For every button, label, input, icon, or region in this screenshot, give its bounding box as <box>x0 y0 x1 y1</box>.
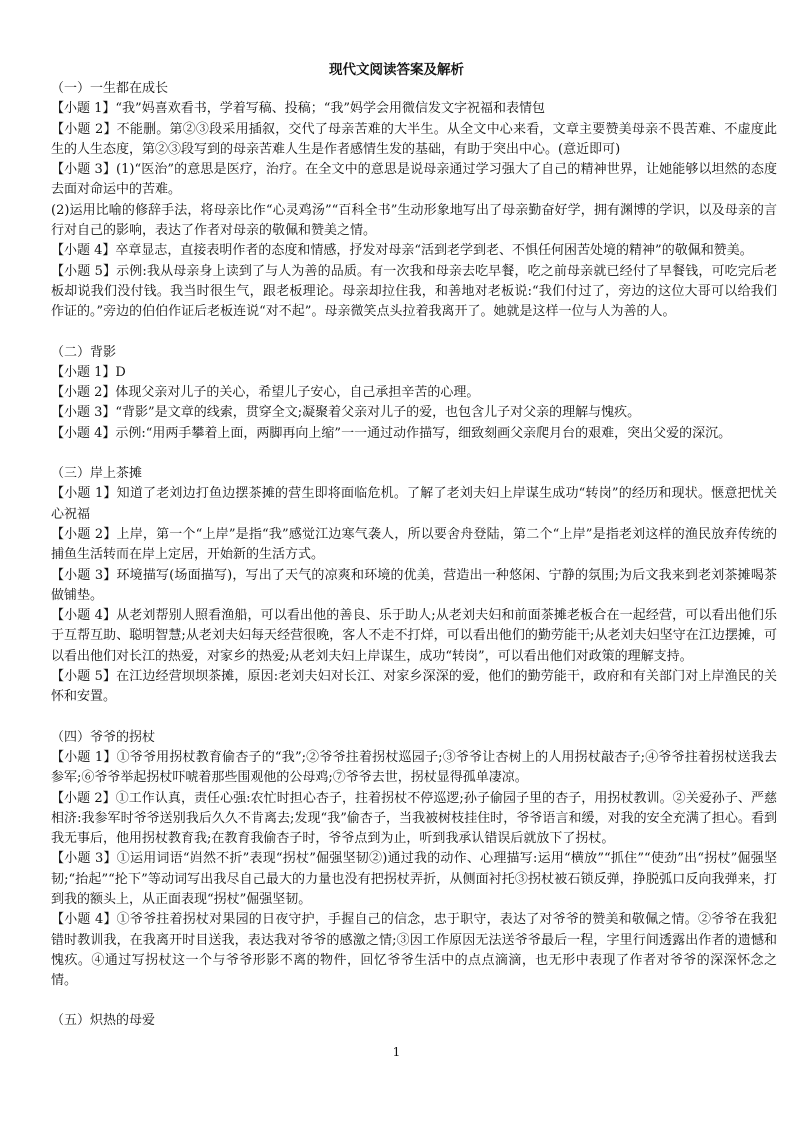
section-3 <box>51 464 777 708</box>
answer-item: 【小题 3】环境描写(场面描写)，写出了天气的凉爽和环境的优美，营造出一种悠闲、宁静的氛围;为后文我来到老刘茶摊喝茶做铺垫。 <box>51 567 777 603</box>
answer-item: 【小题 5】示例:我从母亲身上读到了与人为善的品质。有一次我和母亲去吃早餐，吃之前母亲就已经付了早餐钱，可吃完后老板却说我们没付钱。我当时很生气，跟老板理论。母亲却拉住我，和善地对老板说:“我们付过了，旁边的这位大哥可以给我们作证的。”旁边的伯伯作证后老板连说“对不起”。母亲微笑点头拉着我离开了。她就是这样一位与人为善的人。 <box>51 263 777 320</box>
section-heading: （一）一生都在成长 <box>51 81 169 96</box>
section-4 <box>51 728 777 992</box>
answer-item: 【小题 4】示例:“用两手攀着上面，两脚再向上缩”一一通过动作描写，细致刻画父亲爬月台的艰难，突出父爱的深沉。 <box>51 425 732 441</box>
answer-item: 【小题 1】知道了老刘边打鱼边摆茶摊的营生即将面临危机。了解了老刘夫妇上岸谋生成功“转岗”的经历和现状。惬意把忧关心祝福 <box>51 486 777 522</box>
page-number: 1 <box>392 1045 401 1059</box>
answer-item: 【小题 3】“背影”是文章的线索，贯穿全文;凝聚着父亲对儿子的爱，也包含儿子对父亲的理解与愧疚。 <box>51 405 641 421</box>
section-heading: （二）背影 <box>51 344 117 360</box>
answer-item: 【小题 4】①爷爷拄着拐杖对果园的日夜守护，手握自己的信念，忠于职守，表达了对爷爷的赞美和敬佩之情。②爷爷在我犯错时教训我，在我离开时目送我，表达我对爷爷的感激之情;③因工作原因无法送爷爷最后一程，字里行间透露出作者的遗憾和愧疚。④通过写拐杖这一个与爷爷形影不离的物件，回忆爷爷生活中的点点滴滴，也无形中表现了作者对爷爷的深深怀念之情。 <box>51 912 777 989</box>
answer-item: 【小题 2】体现父亲对儿子的关心，希望儿子安心，自己承担辛苦的心理。 <box>51 385 480 401</box>
document-body <box>51 79 777 1032</box>
section-2 <box>51 343 777 444</box>
answer-item: 【小题 2】不能删。第②③段采用插叙，交代了母亲苦难的大半生。从全文中心来看，文章主要赞美母亲不畏苦难、不虚度此生的人生态度，第②③段写到的母亲苦难人生是作者感情生发的基础，有助于突出中心。(意近即可) <box>51 121 777 157</box>
section-heading: （五）炽热的母爱 <box>51 1013 156 1029</box>
section-1 <box>51 79 777 323</box>
answer-item: 【小题 2】上岸，第一个“上岸”是指“我”感觉江边寒气袭人，所以要舍舟登陆，第二个“上岸”是指老刘这样的渔民放弃传统的捕鱼生活转而在岸上定居，开始新的生活方式。 <box>51 526 777 563</box>
answer-item: 【小题 1】“我”妈喜欢看书，学着写稿、投稿；“我”妈学会用微信发文字祝福和表情包 <box>51 101 545 117</box>
answer-item: (2)运用比喻的修辞手法，将母亲比作“心灵鸡汤”“百科全书”生动形象地写出了母亲勤奋好学，拥有渊博的学识，以及母亲的言行对自己的影响，表达了作者对母亲的敬佩和赞美之情。 <box>51 202 777 239</box>
answer-item: 【小题 5】在江边经营坝坝茶摊，原因:老刘夫妇对长江、对家乡深深的爱，他们的勤劳能干，政府和有关部门对上岸渔民的关怀和安置。 <box>51 669 777 705</box>
answer-item: 【小题 2】①工作认真，责任心强:农忙时担心杏子，拄着拐杖不停巡逻;孙子偷园子里的杏子，用拐杖教训。②关爱孙子、严慈相济:我参军时爷爷送别我后久久不肯离去;发现“我”偷杏子，当我被树枝挂住时，爷爷语言和缓，对我的安全充满了担心。看到我无事后，他用拐杖教育我;在教育我偷杏子时，爷爷点到为止，听到我承认错误后就放下了拐杖。 <box>51 790 777 847</box>
answer-item: 【小题 1】①爷爷用拐杖教育偷杏子的“我”;②爷爷拄着拐杖巡园子;③爷爷让杏树上的人用拐杖敲杏子;④爷爷拄着拐杖送我去参军;⑥爷爷举起拐杖吓唬着那些围观他的公母鸡;⑦爷爷去世，拐杖显得孤单凄凉。 <box>51 749 777 786</box>
answer-item: 【小题 4】卒章显志，直接表明作者的态度和情感，抒发对母亲“活到老学到老、不惧任何困苦处境的精神”的敬佩和赞美。 <box>51 243 753 259</box>
answer-item: 【小题 1】D <box>51 364 126 380</box>
answer-item: 【小题 4】从老刘帮别人照看渔船，可以看出他的善良、乐于助人;从老刘夫妇和前面茶摊老板合在一起经营，可以看出他们乐于互帮互助、聪明智慧;从老刘夫妇每天经营很晚，客人不走不打烊，可以看出他们的勤劳能干;从老刘夫妇坚守在江边摆摊，可以看出他们对长江的热爱，对家乡的热爱;从老刘夫妇上岸谋生，成功“转岗”，可以看出他们对政策的理解支持。 <box>51 608 777 664</box>
answer-item: 【小题 3】(1)“医治”的意思是医疗，治疗。在全文中的意思是说母亲通过学习强大了自己的精神世界，让她能够以坦然的态度去面对命运中的苦难。 <box>51 162 777 198</box>
answer-item: 【小题 3】①运用词语“岿然不折”表现“拐杖”倔强坚韧②)通过我的动作、心理描写:运用“横放”“抓住”“使劲”出“拐杖”倔强坚韧;“抬起”“抡下”等动词写出我尽自己最大的力量也没有把拐杖弄折，从侧面衬托③拐杖被石锁反弹，挣脱弧口反向我弹来，打到我的额头上，从正面表现“拐杖”倔强坚韧。 <box>51 851 777 907</box>
document-title: 现代文阅读答案及解析 <box>329 62 464 78</box>
section-heading: （四）爷爷的拐杖 <box>51 729 156 745</box>
section-heading: （三）岸上茶摊 <box>51 466 143 482</box>
section-5 <box>51 1011 777 1031</box>
